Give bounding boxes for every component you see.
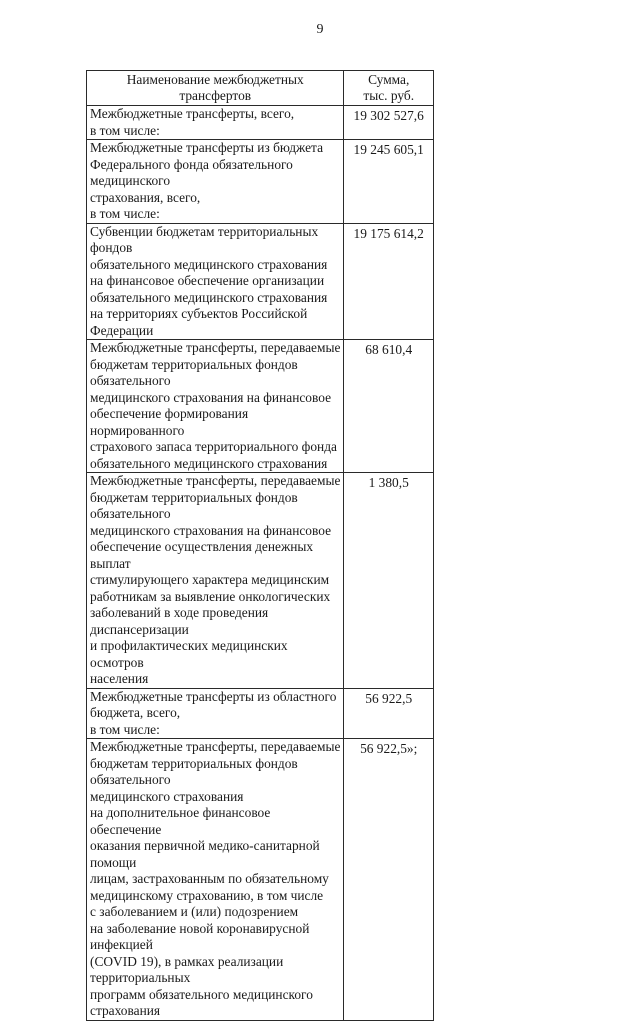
table-row: [87, 140, 434, 224]
row-sum-cell: [344, 140, 434, 224]
row-name-text: Межбюджетные трансферты, передаваемые бюджетам территориальных фондов обязательного медицинского страхования на финансовое обеспечение формирования нормированного страхового запаса территориального фонда обязательного медицинского страхования: [90, 340, 341, 471]
row-name-text: Межбюджетные трансферты из бюджета Федерального фонда обязательного медицинского страхования, всего, в том числе:: [90, 140, 324, 221]
table-row: [87, 473, 434, 689]
row-sum-cell: [344, 739, 434, 1021]
table-row: [87, 688, 434, 739]
header-sum-cell: [344, 71, 434, 106]
row-name-cell: [87, 688, 344, 739]
row-name-cell: [87, 106, 344, 140]
row-name-text: Субвенции бюджетам территориальных фондов обязательного медицинского страхования на финансовое обеспечение организации обязательного медицинского страхования на территориях субъектов Российской Федерации: [90, 223, 328, 338]
row-sum-value: 68 610,4: [365, 342, 413, 357]
table-row: [87, 223, 434, 340]
row-name-text: Межбюджетные трансферты, передаваемые бюджетам территориальных фондов обязательного медицинского страхования на финансовое обеспечение осуществления денежных выплат стимулирующего характера медицинским работникам за выявление онкологических заболеваний в ходе проведения диспансеризации и профилактических медицинских осмотров населения: [90, 473, 341, 686]
row-name-cell: [87, 739, 344, 1021]
row-sum-cell: [344, 223, 434, 340]
row-sum-cell: [344, 688, 434, 739]
header-name-cell: [87, 71, 344, 106]
row-sum-value: 19 245 605,1: [353, 142, 424, 157]
header-name-label: Наименование межбюджетных трансфертов: [126, 71, 304, 103]
row-name-text: Межбюджетные трансферты из областного бюджета, всего, в том числе:: [90, 688, 337, 737]
table-row: [87, 739, 434, 1021]
row-name-cell: [87, 473, 344, 689]
row-sum-value: 19 175 614,2: [353, 225, 424, 241]
row-sum-value: 56 922,5: [365, 690, 413, 706]
row-sum-cell: [344, 473, 434, 689]
row-name-cell: [87, 140, 344, 224]
page-number: 9: [316, 22, 324, 37]
row-sum-cell: [344, 340, 434, 473]
transfers-table: [86, 70, 434, 1021]
row-name-text: Межбюджетные трансферты, передаваемые бюджетам территориальных фондов обязательного медицинского страхования на дополнительное финансовое обеспечение оказания первичной медико-санитарной помощи лицам, застрахованным по обязательному медицинскому страхованию, в том числе с заболеванием и (или) подозрением на заболевание новой коронавирусной инфекцией (COVID 19), в рамках реализации территориальных программ обязательного медицинского страхования: [90, 739, 341, 1018]
row-name-cell: [87, 223, 344, 340]
table-row: [87, 106, 434, 140]
row-name-text: Межбюджетные трансферты, всего, в том числе:: [90, 106, 295, 138]
row-sum-value: 1 380,5: [368, 475, 409, 490]
row-name-cell: [87, 340, 344, 473]
row-sum-cell: [344, 106, 434, 140]
table-header-row: [87, 71, 434, 106]
row-sum-value: 56 922,5»;: [360, 741, 418, 756]
row-sum-value: 19 302 527,6: [353, 108, 424, 123]
table-row: [87, 340, 434, 473]
header-sum-label: Сумма, тыс. руб.: [363, 71, 415, 103]
